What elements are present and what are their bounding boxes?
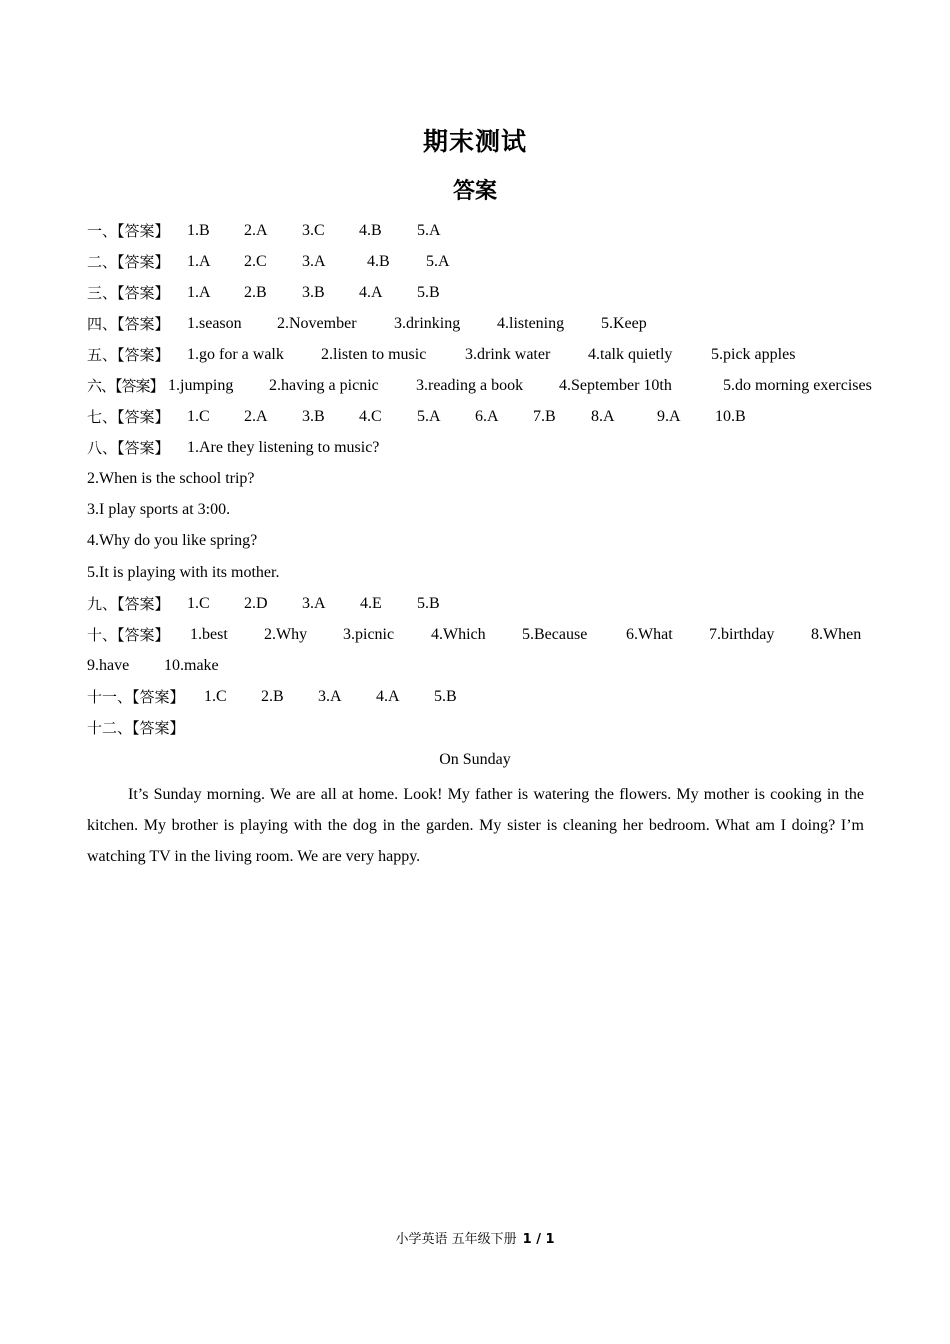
answer-item: 2.C [244,253,267,270]
answer-item: 4.E [360,595,382,612]
answer-item: 8.A [591,408,615,425]
answer-item: 1.jumping [168,377,234,394]
answer-item: 2.B [261,688,284,705]
answer-line-10 [87,623,862,647]
answer-item: 1.best [190,626,228,643]
section-label: 三、【答案】 [87,284,170,302]
answer-item: 3.B [302,284,325,301]
answer-item: 5.B [417,284,440,301]
answer-item: 4.Which [431,626,486,643]
answer-item: 5.Keep [601,315,647,332]
answer-line-4 [87,312,647,336]
answer-item: 4.A [376,688,400,705]
answer-item: 2.listen to music [321,346,427,363]
answer-item: 3.picnic [343,626,395,643]
answer-item: 1.go for a walk [187,346,284,363]
answer-item: 9.have [87,657,130,674]
section-label: 十、【答案】 [87,626,170,644]
section-label: 十二、【答案】 [87,719,185,737]
answer-item: 2.A [244,408,268,425]
answer-sentence: 4.Why do you like spring? [87,532,258,549]
answer-item: 10.B [715,408,746,425]
answer-item: 4.September 10th [559,377,672,394]
section-label: 八、【答案】 [87,439,170,457]
answer-item: 4.listening [497,315,565,332]
answer-line-5 [87,343,796,367]
answer-line-1 [87,219,441,243]
section-label: 一、【答案】 [87,222,170,240]
answer-item: 2.having a picnic [269,377,379,394]
section-label: 四、【答案】 [87,315,170,333]
answer-item: 1.C [187,595,210,612]
answer-item: 4.talk quietly [588,346,673,363]
answer-item: 2.November [277,315,357,332]
answer-item: 1.season [187,315,242,332]
answer-line-6 [87,374,872,398]
answer-item: 3.A [302,253,326,270]
answer-item: 1.B [187,222,210,239]
answer-line-11 [87,685,457,709]
answer-item: 3.drink water [465,346,551,363]
answer-sentence: 3.I play sports at 3:00. [87,501,231,518]
answer-item: 2.A [244,222,268,239]
answer-item: 1.C [204,688,227,705]
answer-item: 3.reading a book [416,377,524,394]
section-label: 五、【答案】 [87,346,170,364]
answer-item: 5.do morning exercises [723,377,872,394]
essay-body: It’s Sunday morning. We are all at home. Look! My father is watering the flowers. My mother is cooking in the kitchen. My brother is playing with the dog in the garden. My sister is cleaning her bedroom. What am I doing? I’m watching TV in the living room. We are very happy. [87,786,864,865]
answer-line-3 [87,281,440,305]
answer-item: 8.When [811,626,862,643]
answer-item: 5.A [417,222,441,239]
footer-text: 小学英语 五年级下册 [395,1232,517,1247]
answer-item: 5.B [434,688,457,705]
answer-item: 1.Are they listening to music? [187,439,380,456]
answer-item: 5.pick apples [711,346,796,363]
answer-item: 5.A [426,253,450,270]
section-label: 七、【答案】 [87,408,170,426]
answer-line-8 [87,436,380,460]
answer-item: 6.What [626,626,673,643]
answer-item: 10.make [164,657,219,674]
answer-item: 2.D [244,595,268,612]
answer-item: 3.B [302,408,325,425]
section-label: 六、【答案】 [87,377,164,395]
answer-item: 3.drinking [394,315,461,332]
answer-item: 3.A [302,595,326,612]
answer-item: 7.birthday [709,626,775,643]
answer-item: 4.C [359,408,382,425]
answer-item: 4.A [359,284,383,301]
answer-item: 9.A [657,408,681,425]
answer-item: 2.Why [264,626,308,643]
answer-sentence: 2.When is the school trip? [87,470,255,487]
page-subtitle: 答案 [452,179,497,204]
answer-item: 7.B [533,408,556,425]
page-footer [0,1228,950,1247]
answer-sentence: 5.It is playing with its mother. [87,564,280,581]
answer-item: 5.A [417,408,441,425]
page-title: 期末测试 [422,127,527,156]
essay-title: On Sunday [439,751,511,768]
answer-line-2 [87,250,450,274]
answer-item: 4.B [367,253,390,270]
page-number: 1 / 1 [522,1232,555,1247]
answer-item: 6.A [475,408,499,425]
section-label: 十一、【答案】 [87,688,185,706]
answer-line-7 [87,405,746,429]
answer-item: 4.B [359,222,382,239]
answer-line-9 [87,592,440,616]
answer-item: 1.C [187,408,210,425]
section-label: 九、【答案】 [87,595,170,613]
answer-line-12 [87,716,185,740]
answer-item: 3.C [302,222,325,239]
answer-item: 2.B [244,284,267,301]
section-label: 二、【答案】 [87,253,170,271]
answer-item: 1.A [187,284,211,301]
answer-item: 5.B [417,595,440,612]
answer-item: 5.Because [522,626,588,643]
answer-item: 3.A [318,688,342,705]
answer-item: 1.A [187,253,211,270]
